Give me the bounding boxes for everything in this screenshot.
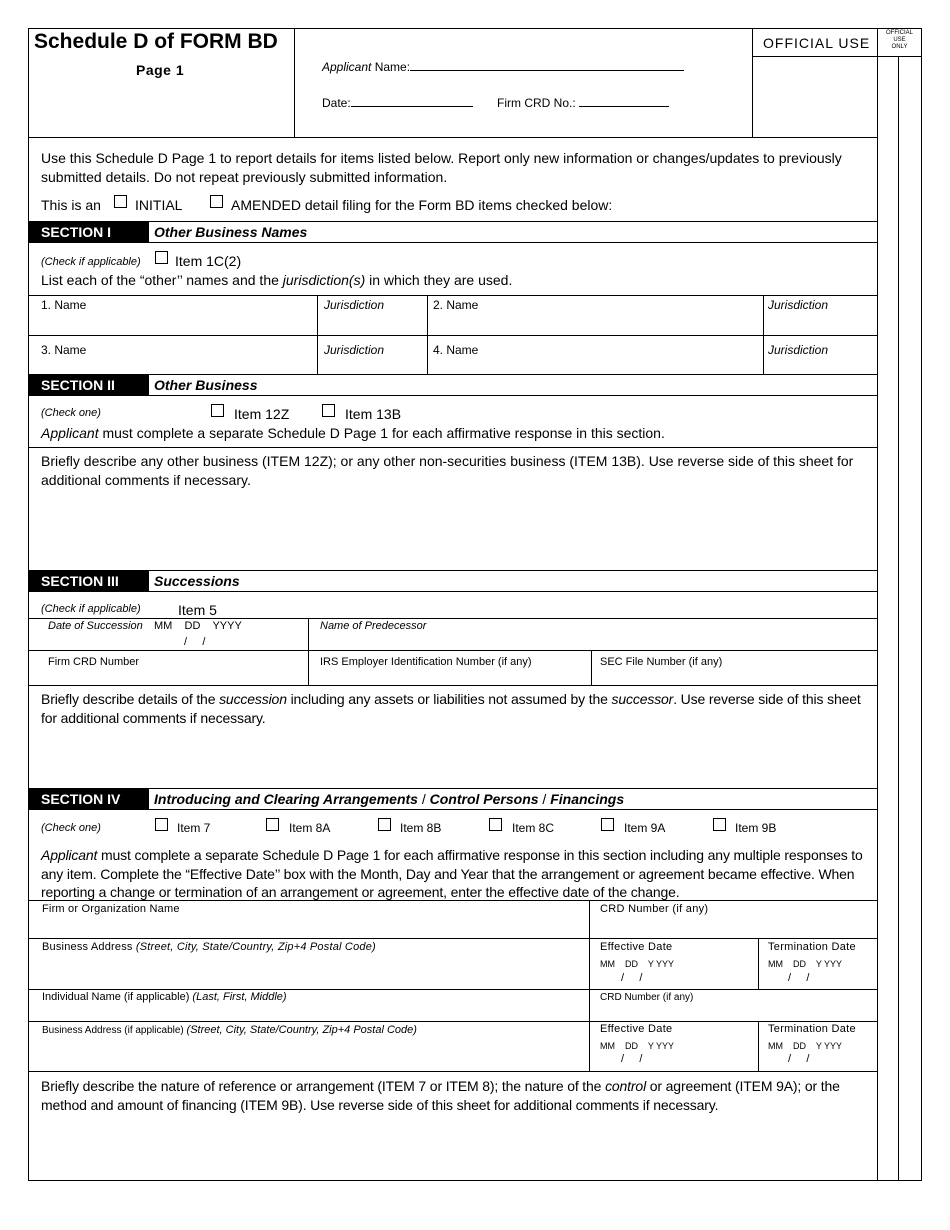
termination-date-input-1[interactable]: / /: [788, 972, 810, 984]
section-1-instruction-b: in which they are used.: [365, 272, 513, 288]
effective-date-input-2[interactable]: / /: [621, 1053, 643, 1065]
section-4-title-a: Introducing and Clearing Arrangements: [154, 791, 418, 807]
s4-grid-r5: [28, 1071, 878, 1072]
section-1-bar: [29, 221, 878, 243]
predecessor-field[interactable]: Name of Predecessor: [320, 620, 427, 632]
section-4-check-hint: (Check one): [41, 822, 101, 834]
item-1c2-label: Item 1C(2): [175, 253, 242, 269]
crd-row: [497, 95, 669, 110]
item-8b-label: Item 8B: [400, 821, 442, 835]
effective-date-input-1[interactable]: / /: [621, 972, 643, 984]
section-3-describe-a: Briefly describe details of the: [41, 691, 220, 707]
succession-grid-mid: [28, 650, 878, 651]
page-number: Page 1: [136, 62, 185, 78]
s4-grid-v3: [758, 1021, 759, 1071]
firm-crd-field[interactable]: Firm CRD Number: [48, 656, 140, 668]
official-use-small-2: USE: [893, 37, 906, 43]
item-12z-label: Item 12Z: [234, 406, 290, 422]
termination-date-input-2[interactable]: / /: [788, 1053, 810, 1065]
effective-date-format-1: MM DD Y YYY: [600, 959, 675, 969]
item-7-label: Item 7: [177, 821, 211, 835]
individual-name-label: Individual Name (if applicable): [42, 991, 193, 1003]
section-3-describe-it2: successor: [611, 691, 674, 707]
crd-input[interactable]: [579, 95, 669, 107]
header-divider-2: [752, 28, 753, 138]
jurisdiction-1-field[interactable]: Jurisdiction: [324, 298, 385, 312]
section-3-describe-it1: succession: [219, 691, 287, 707]
applicant-label-rest: Name:: [371, 60, 411, 74]
applicant-name-input[interactable]: [410, 59, 684, 71]
s4-grid-r2: [28, 938, 878, 939]
business-address-field[interactable]: [42, 941, 376, 953]
section-1-title: Other Business Names: [148, 222, 307, 242]
s4-grid-r1: [28, 900, 878, 901]
jurisdiction-4-field[interactable]: Jurisdiction: [768, 343, 829, 357]
crd-number-field-2[interactable]: CRD Number (if any): [600, 992, 694, 1003]
section-3-label: SECTION III: [29, 571, 148, 591]
item-12z-checkbox[interactable]: [211, 404, 224, 417]
applicant-label-italic: Applicant: [322, 60, 372, 74]
frame-top: [28, 28, 922, 29]
header-bottom: [28, 137, 878, 138]
section-4-must-rest: must complete a separate Schedule D Page 1 for each affirmative response in this section including any multiple responses to any item. Complete the “Effective Date’’ box with the Month, Day and Year that the arrangement or agreement became effective. When reporting a change or termination of an arrangement or agreement, enter the effective date of the change.: [41, 847, 863, 900]
jurisdiction-3-field[interactable]: Jurisdiction: [324, 343, 385, 357]
applicant-name-row: [322, 59, 684, 74]
official-strip-rule: [877, 56, 921, 57]
section-4-title-b: Control Persons: [429, 791, 539, 807]
section-3-check-hint: (Check if applicable): [41, 603, 141, 615]
official-strip-inner: [898, 57, 899, 1181]
filing-prefix: This is an: [41, 197, 101, 213]
section-3-describe-c: . Use reverse side of this sheet for additional comments if necessary.: [41, 691, 861, 726]
business-address-2-label: Business Address (if applicable): [42, 1025, 187, 1036]
name-2-field[interactable]: 2. Name: [433, 298, 479, 312]
date-label: Date:: [322, 96, 351, 110]
item-8a-checkbox[interactable]: [266, 818, 279, 831]
s4-grid-v2: [758, 938, 759, 989]
termination-date-format-1: MM DD Y YYY: [768, 959, 843, 969]
section-2-rule: [28, 447, 878, 448]
names-grid-v1: [317, 295, 318, 375]
section-2-must: [41, 424, 665, 442]
names-grid-v3: [763, 295, 764, 375]
crd-number-field[interactable]: CRD Number (if any): [600, 903, 709, 915]
official-use-small: [878, 30, 921, 51]
effective-date-label-1: Effective Date: [600, 941, 673, 953]
initial-checkbox[interactable]: [114, 195, 127, 208]
section-4-describe-it: control: [605, 1078, 647, 1094]
item-7-checkbox[interactable]: [155, 818, 168, 831]
section-1-label: SECTION I: [29, 222, 148, 242]
names-grid-top: [28, 295, 878, 296]
name-3-field[interactable]: 3. Name: [41, 343, 87, 357]
succession-grid-v2: [591, 650, 592, 685]
section-3-describe: [41, 690, 875, 727]
irs-ein-field[interactable]: IRS Employer Identification Number (if any): [320, 656, 532, 668]
section-4-title-sep-1: /: [417, 791, 430, 807]
names-grid-mid: [28, 335, 878, 336]
header-divider-1: [294, 28, 295, 138]
item-8b-checkbox[interactable]: [378, 818, 391, 831]
frame-left: [28, 28, 29, 1181]
section-2-describe: Briefly describe any other business (ITEM 12Z); or any other non-securities business (ITEM 13B). Use reverse side of this sheet for additional comments if necessary.: [41, 453, 854, 488]
official-use-label: OFFICIAL USE: [763, 35, 871, 51]
section-4-describe-area[interactable]: [30, 1116, 876, 1178]
section-2-label: SECTION II: [29, 375, 148, 395]
official-strip-left: [877, 28, 878, 1181]
business-address-field-2[interactable]: [42, 1024, 417, 1036]
business-address-label: Business Address: [42, 941, 136, 953]
section-3-title: Successions: [148, 571, 240, 591]
succession-grid-v1: [308, 618, 309, 685]
section-2-must-it: Applicant: [41, 425, 99, 441]
jurisdiction-2-field[interactable]: Jurisdiction: [768, 298, 829, 312]
succession-grid-top: [28, 618, 878, 619]
termination-date-label-2: Termination Date: [768, 1023, 856, 1035]
frame-bottom: [28, 1180, 922, 1181]
section-3-describe-area[interactable]: [30, 728, 876, 786]
termination-date-label-1: Termination Date: [768, 941, 856, 953]
item-9b-checkbox[interactable]: [713, 818, 726, 831]
section-2-describe-area[interactable]: [30, 490, 876, 568]
section-4-describe-a: Briefly describe the nature of reference or arrangement (ITEM 7 or ITEM 8); the nature of the: [41, 1078, 606, 1094]
section-4-describe: [41, 1077, 875, 1114]
item-8c-checkbox[interactable]: [489, 818, 502, 831]
section-4-title-c: Financings: [550, 791, 625, 807]
item-8a-label: Item 8A: [289, 821, 331, 835]
section-4-must: [41, 846, 875, 902]
section-4-title-sep-2: /: [538, 791, 551, 807]
form-title: Schedule D of FORM BD: [34, 30, 278, 53]
s4-grid-v1: [589, 900, 590, 1071]
business-address-2-hint: (Street, City, State/Country, Zip+4 Postal Code): [186, 1024, 417, 1036]
business-address-hint: (Street, City, State/Country, Zip+4 Postal Code): [135, 941, 376, 953]
section-2-bar: [29, 374, 878, 396]
item-8c-label: Item 8C: [512, 821, 555, 835]
amended-label: AMENDED detail filing for the Form BD items checked below:: [231, 197, 613, 213]
s4-grid-r4: [28, 1021, 878, 1022]
section-3-describe-b: including any assets or liabilities not assumed by the: [286, 691, 612, 707]
individual-name-hint: (Last, First, Middle): [192, 991, 287, 1003]
name-4-field[interactable]: 4. Name: [433, 343, 479, 357]
names-grid-v2: [427, 295, 428, 375]
termination-date-format-2: MM DD Y YYY: [768, 1041, 843, 1051]
item-13b-label: Item 13B: [345, 406, 402, 422]
section-4-describe-b: or agreement (ITEM 9A); or the method and amount of financing (ITEM 9B). Use reverse side of this sheet for additional comments if necessary.: [41, 1078, 840, 1113]
crd-label: Firm CRD No.:: [497, 96, 576, 110]
section-4-label: SECTION IV: [29, 789, 148, 809]
item-9a-checkbox[interactable]: [601, 818, 614, 831]
initial-label: INITIAL: [135, 197, 183, 213]
date-of-succession-label: Date of Succession: [48, 620, 143, 632]
frame-right: [921, 28, 922, 1181]
item-9b-label: Item 9B: [735, 821, 777, 835]
date-of-succession-input[interactable]: / /: [184, 636, 206, 648]
section-4-bar: [29, 788, 878, 810]
firm-org-name-field[interactable]: Firm or Organization Name: [42, 903, 180, 915]
item-13b-checkbox[interactable]: [322, 404, 335, 417]
effective-date-label-2: Effective Date: [600, 1023, 673, 1035]
item-5-label[interactable]: Item 5: [178, 602, 217, 618]
section-4-must-it: Applicant: [41, 847, 98, 863]
section-2-check-hint: (Check one): [41, 407, 101, 419]
sec-file-field[interactable]: SEC File Number (if any): [600, 656, 723, 668]
name-1-field[interactable]: 1. Name: [41, 298, 87, 312]
s4-grid-r3: [28, 989, 878, 990]
succession-grid-bottom: [28, 685, 878, 686]
section-4-title: [148, 789, 624, 809]
official-use-rule: [752, 56, 878, 57]
date-row: [322, 95, 473, 110]
section-1-instruction-a: List each of the “other’’ names and the: [41, 272, 283, 288]
date-of-succession-format: MM DD YYYY: [154, 620, 242, 632]
intro-text: Use this Schedule D Page 1 to report details for items listed below. Report only new information or changes/updates to previously submitted details. Do not repeat previously submitted information.: [41, 150, 842, 185]
section-1-check-hint: (Check if applicable): [41, 256, 141, 268]
official-use-small-1: OFFICIAL: [885, 30, 913, 36]
section-1-instruction: [41, 271, 512, 289]
section-1-instruction-it: jurisdiction(s): [282, 272, 366, 288]
section-2-title: Other Business: [148, 375, 257, 395]
amended-checkbox[interactable]: [210, 195, 223, 208]
section-3-bar: [29, 570, 878, 592]
section-2-must-rest: must complete a separate Schedule D Page 1 for each affirmative response in this section.: [98, 425, 665, 441]
individual-name-field[interactable]: [42, 991, 287, 1003]
item-9a-label: Item 9A: [624, 821, 666, 835]
date-input[interactable]: [351, 95, 473, 107]
official-use-small-3: ONLY: [891, 44, 908, 50]
item-1c2-checkbox[interactable]: [155, 251, 168, 264]
effective-date-format-2: MM DD Y YYY: [600, 1041, 675, 1051]
